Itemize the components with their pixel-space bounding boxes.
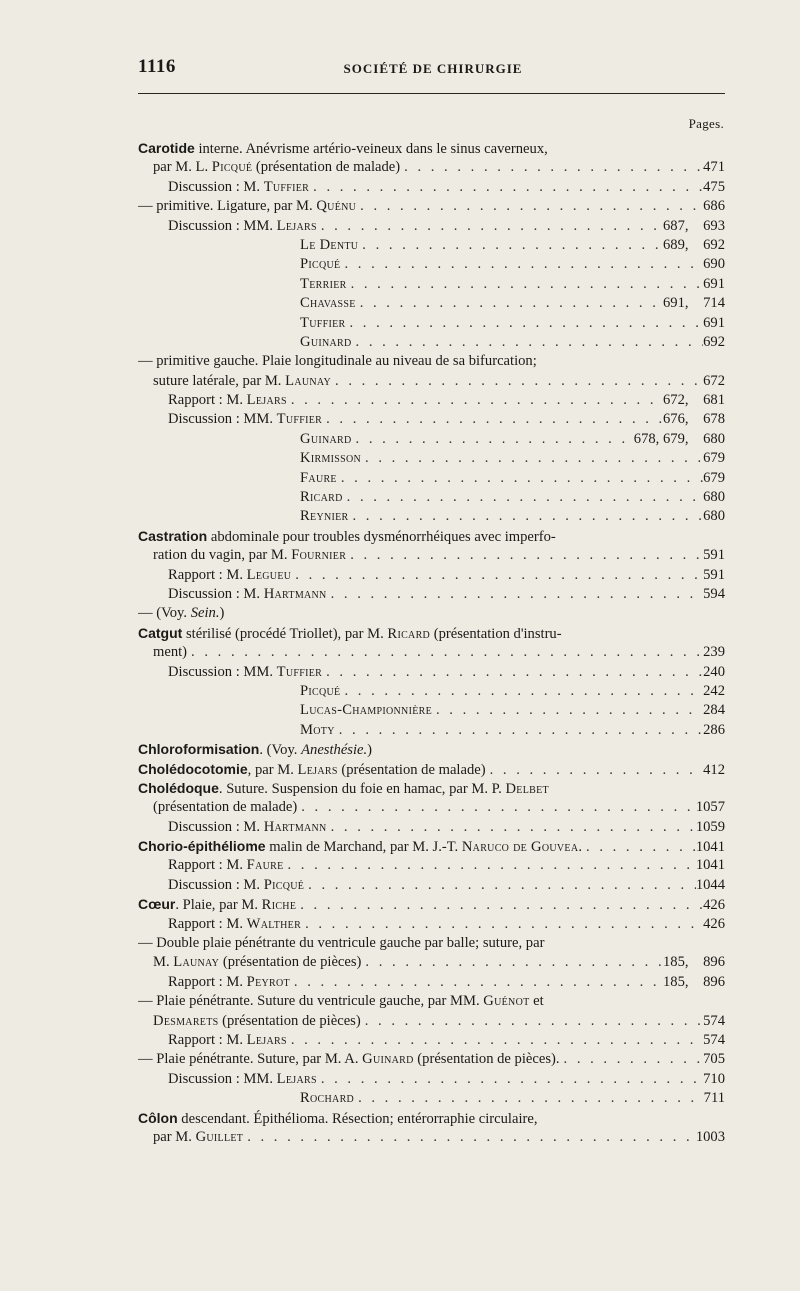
page-reference: 1059	[695, 818, 725, 835]
page-reference: 691	[703, 275, 725, 292]
page-reference: 574	[703, 1012, 725, 1029]
author-name: Tuffier	[276, 411, 323, 428]
entry-text-part: Rapport : M.	[168, 915, 247, 932]
entry-text-part: . Plaie, par M.	[175, 897, 262, 914]
entry-text	[168, 1071, 317, 1088]
dot-leader	[361, 954, 663, 971]
entry-text	[168, 567, 291, 584]
dot-leader	[297, 799, 696, 816]
entry-keyword: Carotide	[138, 140, 195, 156]
index-entry-line	[138, 315, 725, 334]
page-reference: 678, 679, 680	[633, 430, 725, 447]
index-entry-line	[138, 1129, 725, 1148]
author-name: Terrier	[300, 275, 347, 292]
page-reference: 475	[703, 178, 725, 195]
entry-text-part: (présentation de malade)	[153, 799, 298, 816]
author-name: Walther	[246, 915, 302, 932]
index-entry-line	[138, 702, 725, 721]
entry-text-part: — primitive. Ligature, par M.	[138, 198, 317, 215]
entry-text-part: interne. Anévrisme artério-veineux dans le sinus caverneux,	[194, 141, 548, 157]
entry-text-part: descendant. Épithélioma. Résection; entérorraphie circulaire,	[177, 1110, 538, 1127]
index-entry-line	[138, 877, 725, 896]
index-entry-heading	[138, 140, 725, 159]
index-entry-heading	[138, 761, 725, 780]
author-name: Ricard	[300, 489, 343, 506]
entry-text	[153, 644, 187, 661]
dot-leader	[327, 586, 704, 603]
entry-text-part: — Double plaie pénétrante du ventricule gauche par balle; suture, par	[138, 935, 545, 952]
index-entry-line	[138, 179, 725, 198]
dot-leader	[349, 508, 704, 525]
cross-reference: Sein.	[190, 605, 220, 622]
entry-text	[153, 1129, 243, 1146]
index-entry-line	[138, 256, 725, 275]
dot-leader	[343, 489, 703, 506]
dot-leader	[354, 1090, 704, 1107]
index-entry-line	[138, 237, 725, 256]
entry-text	[138, 1111, 537, 1127]
page-reference: 286	[703, 721, 725, 738]
index-entry-heading	[138, 528, 725, 547]
page-reference: 1003	[695, 1128, 725, 1145]
author-name: Hartmann	[263, 818, 327, 835]
index-entry-line	[138, 799, 725, 818]
page-reference: 679	[703, 469, 725, 486]
page-reference: 185, 896	[662, 954, 725, 971]
entry-text	[138, 742, 372, 758]
dot-leader	[287, 392, 663, 409]
author-name: Guinard	[300, 430, 352, 447]
author-name: Guinard	[300, 333, 352, 350]
entry-text-part: — (Voy.	[138, 605, 191, 622]
entry-text	[300, 315, 345, 332]
entry-text-part: abdominale pour troubles dysménorrhéiques avec imperfo-	[207, 528, 556, 545]
entry-text-part: — Plaie pénétrante. Suture du ventricule gauche, par MM.	[138, 993, 484, 1010]
dot-leader	[309, 179, 703, 196]
author-name: Delbet	[505, 780, 549, 797]
entry-text	[153, 547, 346, 564]
index-entry-line	[138, 664, 725, 683]
entry-text-part: Discussion : M.	[168, 876, 264, 893]
page-reference: 689, 692	[662, 236, 725, 253]
dot-leader	[322, 411, 663, 428]
entry-text	[138, 198, 356, 215]
index-entry-line	[138, 353, 725, 372]
author-name: Lejars	[297, 761, 338, 778]
entry-text	[300, 276, 347, 293]
author-name: Lejars	[276, 217, 317, 234]
index-entry-line	[138, 489, 725, 508]
page-reference: 690	[703, 256, 725, 273]
page-header	[138, 56, 728, 84]
dot-leader	[400, 159, 703, 176]
entry-text-part: ment)	[153, 644, 188, 661]
index-entry-line	[138, 916, 725, 935]
page-reference: 680	[703, 508, 725, 525]
entry-text-part: par M. L.	[153, 159, 212, 176]
entry-text-part: , par M.	[247, 761, 298, 778]
entry-text	[153, 799, 297, 816]
index-entry-line	[138, 508, 725, 527]
entry-text-part: Rapport : M.	[168, 392, 247, 409]
entry-text	[300, 683, 340, 700]
page-reference: 242	[703, 682, 725, 699]
entry-text-part: — Plaie pénétrante. Suture, par M. A.	[138, 1051, 363, 1068]
entry-text	[168, 916, 301, 933]
page-reference: 705	[703, 1051, 725, 1068]
index-entry-heading	[138, 741, 725, 760]
index-entry-line	[138, 218, 725, 237]
author-name: Ricard	[387, 625, 431, 642]
index-entry-line	[138, 644, 725, 663]
dot-leader	[345, 315, 703, 332]
entry-text	[168, 1032, 287, 1049]
index-entry-line	[138, 295, 725, 314]
entry-text-part: stérilisé (procédé Triollet), par M.	[182, 625, 388, 642]
dot-leader	[358, 237, 663, 254]
entry-text	[138, 353, 537, 369]
page-reference: 676, 678	[662, 411, 725, 428]
entry-text	[138, 896, 296, 914]
entry-text	[138, 761, 486, 779]
entry-text-part: Discussion : MM.	[168, 663, 277, 680]
entry-text	[138, 605, 224, 621]
author-name: Legueu	[246, 566, 292, 583]
entry-text-part: (présentation de malade)	[252, 159, 401, 176]
author-name: Lejars	[276, 1070, 317, 1087]
index-entry-line	[138, 605, 725, 624]
dot-leader	[291, 567, 703, 584]
entry-text	[168, 411, 322, 428]
dot-leader	[361, 450, 703, 467]
entry-text	[300, 256, 340, 273]
page-reference: 672, 681	[662, 392, 725, 409]
page-reference: 691	[703, 314, 725, 331]
entry-text	[153, 1013, 361, 1030]
entry-text	[138, 781, 549, 797]
page-reference: 1057	[695, 799, 725, 816]
page-reference: 591	[703, 547, 725, 564]
author-name: Moty	[300, 721, 335, 738]
entry-text	[138, 838, 582, 856]
entry-text-part: et	[529, 993, 544, 1010]
author-name: Tuffier	[263, 178, 310, 195]
entry-text	[300, 470, 337, 487]
entry-keyword: Chorio-épithéliome	[138, 838, 266, 855]
entry-text-part: Rapport : M.	[168, 566, 247, 583]
dot-leader	[301, 916, 703, 933]
author-name: Picqué	[211, 159, 253, 176]
index-entry-line	[138, 954, 725, 973]
entry-text	[300, 237, 358, 254]
entry-keyword: Cœur	[138, 896, 176, 913]
dot-leader	[284, 857, 696, 874]
dot-leader	[352, 431, 634, 448]
entry-text-part: (présentation de malade)	[337, 761, 486, 778]
entry-keyword: Cholédocotomie	[138, 760, 248, 777]
author-name: Picqué	[300, 682, 341, 699]
entry-text	[153, 373, 331, 390]
page-reference: 426	[703, 897, 725, 914]
dot-leader	[486, 762, 704, 779]
entry-text-part: (présentation de pièces)	[219, 954, 362, 971]
index-entry-line	[138, 1032, 725, 1051]
dot-leader	[317, 1071, 703, 1088]
entry-text	[300, 450, 361, 467]
author-name: Kirmisson	[300, 450, 362, 467]
author-name: Faure	[300, 469, 337, 486]
entry-text	[168, 974, 290, 991]
index-entry-line	[138, 1071, 725, 1090]
entry-text-part: . (Voy.	[259, 742, 302, 759]
page-reference: 711	[703, 1090, 725, 1107]
dot-leader	[432, 702, 703, 719]
dot-leader	[296, 897, 703, 914]
entry-text	[168, 664, 322, 681]
page-reference: 594	[703, 585, 725, 602]
page-reference: 1041	[695, 857, 725, 874]
entry-text-part: )	[219, 605, 225, 622]
index-entry-line	[138, 276, 725, 295]
entry-text-part: — primitive gauche. Plaie longitudinale au niveau de sa bifurcation;	[138, 353, 537, 370]
index-entry-line	[138, 159, 725, 178]
entry-text-part: (présentation de pièces)	[218, 1012, 361, 1029]
author-name: Lejars	[246, 392, 287, 409]
entry-text	[168, 586, 327, 603]
entry-text	[168, 819, 327, 836]
index-entry-line	[138, 547, 725, 566]
index-entry-heading	[138, 896, 725, 915]
entry-text	[168, 218, 317, 235]
index-entry-heading	[138, 1110, 725, 1129]
entry-text	[153, 159, 400, 176]
entry-keyword: Cholédoque	[138, 779, 219, 796]
index-entry-line	[138, 470, 725, 489]
author-name: Reynier	[300, 508, 349, 525]
page-reference: 691, 714	[662, 295, 725, 312]
entry-text-part: ration du vagin, par M.	[153, 547, 292, 564]
entry-text-part: .	[578, 839, 583, 856]
index-entry-heading	[138, 625, 725, 644]
entry-text-part: suture latérale, par M.	[153, 372, 286, 389]
author-name: Lejars	[246, 1031, 287, 1048]
running-title: SOCIÉTÉ DE CHIRURGIE	[343, 61, 523, 76]
index-entry-line	[138, 334, 725, 353]
entry-text	[168, 392, 287, 409]
entry-text	[300, 431, 352, 448]
author-name: Fournier	[291, 547, 347, 564]
author-name: Peyrot	[246, 973, 290, 990]
index-entry-line	[138, 373, 725, 392]
entry-text	[300, 722, 335, 739]
entry-text	[168, 857, 284, 874]
page-reference: 687, 693	[662, 217, 725, 234]
entry-text-part: (présentation d'instru-	[430, 625, 562, 642]
page-reference: 1041	[695, 839, 725, 856]
entry-text-part: . Suture. Suspension du foie en hamac, par M. P.	[218, 780, 506, 797]
page-number: 1116	[138, 56, 176, 77]
entry-text	[153, 954, 361, 971]
header-rule	[138, 93, 725, 94]
page-reference: 412	[703, 761, 725, 778]
page-reference: 679	[703, 450, 725, 467]
entry-text	[300, 702, 432, 719]
index-entry-line	[138, 819, 725, 838]
dot-leader	[335, 722, 703, 739]
index-entry-line	[138, 683, 725, 702]
index-entry-line	[138, 431, 725, 450]
entry-text	[300, 295, 356, 312]
page-reference: 692	[703, 333, 725, 350]
page-reference: 240	[703, 663, 725, 680]
index-entry-line	[138, 1090, 725, 1109]
page-reference: 239	[703, 644, 725, 661]
entry-text-part: Discussion : M.	[168, 178, 264, 195]
page-reference: 426	[703, 915, 725, 932]
author-name: Lucas-Championnière	[300, 702, 432, 719]
dot-leader	[317, 218, 663, 235]
entry-text	[138, 1051, 560, 1068]
index-entry-line	[138, 1013, 725, 1032]
entry-text	[168, 179, 309, 196]
author-name: Riche	[261, 897, 297, 914]
dot-leader	[290, 974, 663, 991]
page-reference: 1044	[695, 876, 725, 893]
index-entry-line	[138, 411, 725, 430]
author-name: Launay	[285, 372, 332, 389]
entry-text-part: )	[367, 742, 373, 759]
dot-leader	[322, 664, 703, 681]
index-entry-line	[138, 1051, 725, 1070]
entry-text	[138, 935, 544, 951]
entry-text-part: Rapport : M.	[168, 1031, 247, 1048]
author-name: Picqué	[300, 256, 341, 273]
dot-leader	[340, 683, 703, 700]
page-reference: 710	[703, 1070, 725, 1087]
author-name: Guinard	[362, 1051, 414, 1068]
entry-text-part: Rapport : M.	[168, 973, 247, 990]
dot-leader	[337, 470, 703, 487]
entry-text-part: Discussion : MM.	[168, 1070, 277, 1087]
index-entry-line	[138, 586, 725, 605]
author-name: Guénot	[483, 993, 530, 1010]
entry-text-part: M.	[153, 954, 174, 971]
page-reference: 591	[703, 566, 725, 583]
entry-text	[138, 626, 562, 642]
dot-leader	[187, 644, 703, 661]
index-entry-line	[138, 935, 725, 954]
dot-leader	[352, 334, 704, 351]
dot-leader	[346, 547, 703, 564]
dot-leader	[356, 295, 663, 312]
dot-leader	[243, 1129, 696, 1146]
author-name: Chavasse	[300, 295, 356, 312]
entry-text-part: Discussion : M.	[168, 818, 264, 835]
index-entry-line	[138, 198, 725, 217]
author-name: Desmarets	[153, 1012, 219, 1029]
entry-text	[138, 993, 544, 1009]
page-reference: 471	[703, 159, 725, 176]
index-entry-line	[138, 722, 725, 741]
page-reference: 574	[703, 1031, 725, 1048]
index-entry-line	[138, 974, 725, 993]
entry-keyword: Castration	[138, 527, 208, 544]
page-reference: 686	[703, 198, 725, 215]
pages-column-label: Pages.	[688, 116, 724, 131]
index-entry-heading	[138, 838, 725, 857]
dot-leader	[304, 877, 696, 894]
author-name: Picqué	[263, 876, 305, 893]
author-name: Le Dentu	[300, 236, 359, 253]
index-entries	[138, 140, 725, 1148]
author-name: Tuffier	[300, 314, 346, 331]
author-name: Hartmann	[263, 585, 327, 602]
dot-leader	[347, 276, 704, 293]
index-entry-line	[138, 857, 725, 876]
page-reference: 680	[703, 489, 725, 506]
dot-leader	[361, 1013, 703, 1030]
entry-text	[300, 1090, 354, 1107]
author-name: Launay	[173, 954, 220, 971]
entry-text	[168, 877, 304, 894]
author-name: Quénu	[316, 198, 357, 215]
page-reference: 672	[703, 372, 725, 389]
dot-leader	[287, 1032, 703, 1049]
entry-text	[300, 489, 343, 506]
author-name: Tuffier	[276, 663, 323, 680]
entry-text-part: Discussion : MM.	[168, 217, 277, 234]
author-name: Faure	[246, 857, 284, 874]
entry-text	[300, 334, 352, 351]
page-reference: 185, 896	[662, 973, 725, 990]
entry-keyword: Côlon	[138, 1109, 178, 1126]
entry-text-part: Discussion : MM.	[168, 411, 277, 428]
index-entry-line	[138, 450, 725, 469]
index-entry-line	[138, 567, 725, 586]
page-reference: 284	[703, 702, 725, 719]
index-entry-line	[138, 392, 725, 411]
author-name: Rochard	[300, 1090, 355, 1107]
index-entry-line	[138, 993, 725, 1012]
entry-text	[138, 141, 548, 157]
dot-leader	[331, 373, 703, 390]
entry-keyword: Catgut	[138, 624, 183, 641]
entry-text	[138, 529, 556, 545]
index-entry-heading	[138, 780, 725, 799]
entry-text	[300, 508, 349, 525]
entry-text-part: Rapport : M.	[168, 857, 247, 874]
dot-leader	[560, 1051, 704, 1068]
author-name: Naruco de Gouvea	[461, 839, 579, 856]
dot-leader	[340, 256, 703, 273]
dot-leader	[582, 839, 696, 856]
author-name: Guillet	[195, 1128, 244, 1145]
entry-text-part: (présentation de pièces).	[413, 1051, 560, 1068]
dot-leader	[327, 819, 696, 836]
entry-keyword: Chloroformisation	[138, 741, 260, 758]
entry-text-part: malin de Marchand, par M. J.-T.	[265, 839, 462, 856]
cross-reference: Anesthésie.	[301, 742, 368, 759]
entry-text-part: par M.	[153, 1128, 196, 1145]
entry-text-part: Discussion : M.	[168, 585, 264, 602]
dot-leader	[356, 198, 703, 215]
